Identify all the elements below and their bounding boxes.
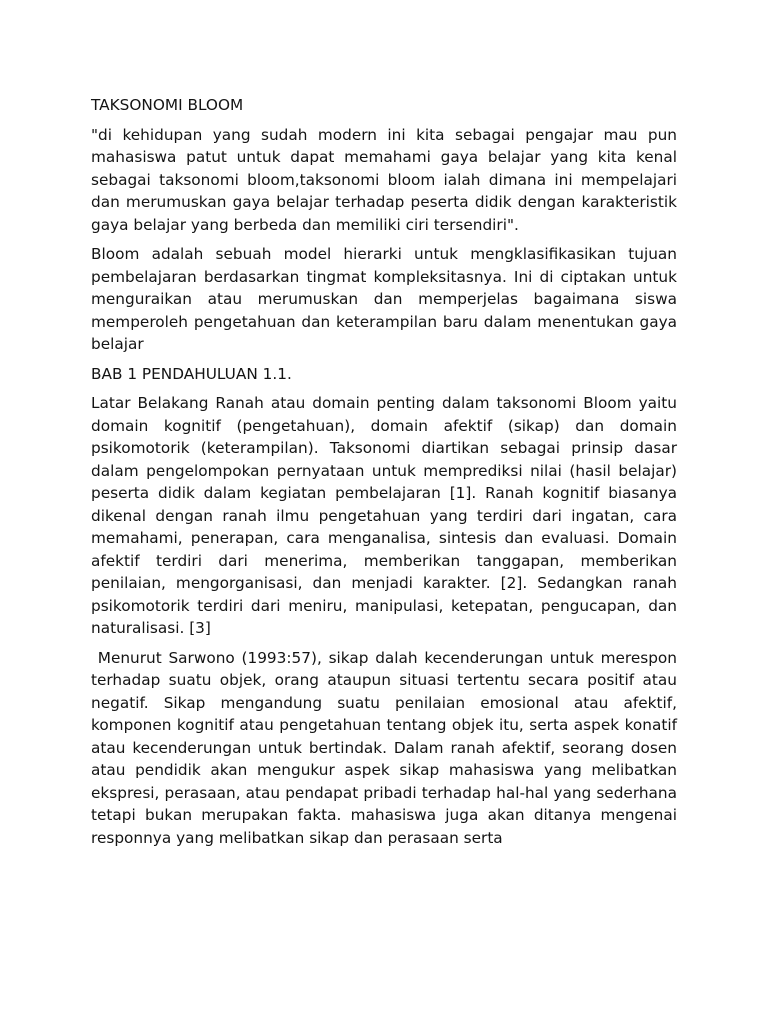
quote-paragraph: "di kehidupan yang sudah modern ini kita sebagai pengajar mau pun mahasiswa patut untuk dapat memahami gaya belajar yang kita kenal sebagai taksonomi bloom,taksonomi bloom ialah dimana ini mempelajari dan merumuskan gaya belajar terhadap peserta didik dengan karakteristik gaya belajar yang berbeda dan memiliki ciri tersendiri". bbox=[91, 125, 677, 234]
sarwono-paragraph: Menurut Sarwono (1993:57), sikap dalah kecenderungan untuk merespon terhadap suatu objek, orang ataupun situasi tertentu secara positif atau negatif. Sikap mengandung suatu penilaian emosional atau afektif, komponen kognitif atau pengetahuan tentang objek itu, serta aspek konatif atau kecenderungan untuk bertindak. Dalam ranah afektif, seorang dosen atau pendidik akan mengukur aspek sikap mahasiswa yang melibatkan ekspresi, perasaan, atau pendapat pribadi terhadap hal-hal yang sederhana tetapi bukan merupakan fakta. mahasiswa juga akan ditanya mengenai responnya yang melibatkan sikap dan perasaan serta bbox=[91, 648, 682, 847]
document-title: TAKSONOMI BLOOM bbox=[91, 96, 244, 114]
section-heading: BAB 1 PENDAHULUAN 1.1. bbox=[91, 364, 292, 383]
bloom-definition-paragraph: Bloom adalah sebuah model hierarki untuk mengklasifikasikan tujuan pembelajaran berdasarkan tingmat kompleksitasnya. Ini di ciptakan untuk menguraikan atau merumuskan dan memperjelas bagaimana siswa memperoleh pengetahuan dan keterampilan baru dalam menentukan gaya belajar bbox=[91, 245, 677, 353]
background-paragraph: Latar Belakang Ranah atau domain penting dalam taksonomi Bloom yaitu domain kognitif (pengetahuan), domain afektif (sikap) dan domain psikomotorik (keterampilan). Taksonomi diartikan sebagai prinsip dasar dalam pengelompokan pernyataan untuk memprediksi nilai (hasil belajar) peserta didik dalam kegiatan pembelajaran [1]. Ranah kognitif biasanya dikenal dengan ranah ilmu pengetahuan yang terdiri dari ingatan, cara memahami, penerapan, cara menganalisa, sintesis dan evaluasi. Domain afektif terdiri dari menerima, memberikan tanggapan, memberikan penilaian, mengorganisasi, dan menjadi karakter. [2]. Sedangkan ranah psikomotorik terdiri dari meniru, manipulasi, ketepatan, pengucapan, dan naturalisasi. [3] bbox=[91, 394, 677, 637]
